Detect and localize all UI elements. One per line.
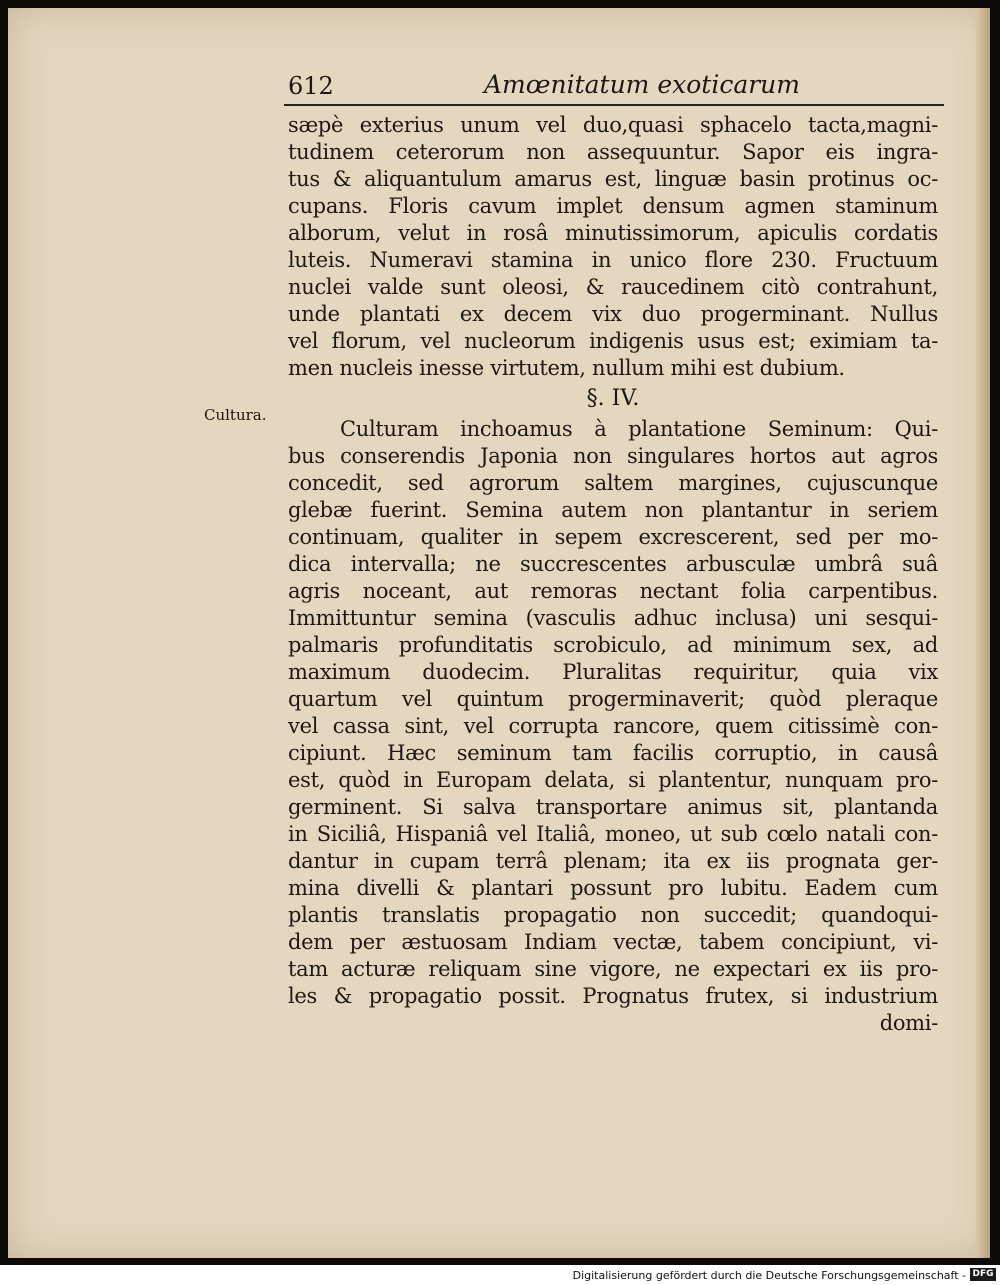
text-line: sæpè exterius unum vel duo,quasi sphacelo tacta,magni- [288, 113, 938, 137]
text-line: tudinem ceterorum non assequuntur. Sapor eis ingra- [288, 140, 938, 164]
paragraph-2 [288, 416, 938, 1010]
text-line: unde plantati ex decem vix duo progerminant. Nullus [288, 302, 938, 326]
text-line: vel cassa sint, vel corrupta rancore, quem citissimè con- [288, 714, 938, 738]
text-line: dem per æstuosam Indiam vectæ, tabem concipiunt, vi- [288, 930, 938, 954]
text-line: vel florum, vel nucleorum indigenis usus est; eximiam ta- [288, 329, 938, 353]
page-edge [976, 8, 990, 1258]
text-line: maximum duodecim. Pluralitas requiritur, quia vix [288, 660, 938, 684]
text-line: men nucleis inesse virtutem, nullum mihi est dubium. [288, 356, 845, 380]
text-line: in Siciliâ, Hispaniâ vel Italiâ, moneo, ut sub cœlo natali con- [288, 822, 938, 846]
text-line: bus conserendis Japonia non singulares hortos aut agros [288, 444, 938, 468]
text-line: est, quòd in Europam delata, si plantentur, nunquam pro- [288, 768, 938, 792]
text-line: dica intervalla; ne succrescentes arbusculæ umbrâ suâ [288, 552, 938, 576]
text-line: cipiunt. Hæc seminum tam facilis corruptio, in causâ [288, 741, 938, 765]
text-line: luteis. Numeravi stamina in unico flore 230. Fructuum [288, 248, 938, 272]
margin-note: Cultura. [204, 406, 267, 424]
footer-credit: Digitalisierung gefördert durch die Deutsche Forschungsgemeinschaft - [572, 1269, 966, 1282]
text-line: les & propagatio possit. Prognatus frutex, si industrium [288, 984, 938, 1008]
text-line: cupans. Floris cavum implet densum agmen staminum [288, 194, 938, 218]
section-heading: §. IV. [586, 386, 640, 411]
text-line: mina divelli & plantari possunt pro lubitu. Eadem cum [288, 876, 938, 900]
text-line: germinent. Si salva transportare animus sit, plantanda [288, 795, 938, 819]
page-number: 612 [288, 72, 334, 100]
running-title: Amœnitatum exoticarum [484, 70, 800, 99]
text-line: alborum, velut in rosâ minutissimorum, apiculis cordatis [288, 221, 938, 245]
page-header [284, 68, 944, 108]
text-line: glebæ fuerint. Semina autem non plantantur in seriem [288, 498, 938, 522]
text-line: plantis translatis propagatio non succedit; quandoqui- [288, 903, 938, 927]
text-line: nuclei valde sunt oleosi, & raucedinem citò contrahunt, [288, 275, 938, 299]
dfg-logo: DFG [970, 1268, 996, 1281]
text-line: palmaris profunditatis scrobiculo, ad minimum sex, ad [288, 633, 938, 657]
text-line: dantur in cupam terrâ plenam; ita ex iis prognata ger- [288, 849, 938, 873]
catchword: domi- [879, 1011, 938, 1035]
text-line: tus & aliquantulum amarus est, linguæ basin protinus oc- [288, 167, 938, 191]
text-line: agris noceant, aut remoras nectant folia carpentibus. [288, 579, 938, 603]
footer-strip [0, 1265, 1000, 1285]
text-line: Immittuntur semina (vasculis adhuc inclusa) uni sesqui- [288, 606, 938, 630]
text-line: quartum vel quintum progerminaverit; quòd pleraque [288, 687, 938, 711]
body-text [288, 112, 938, 1037]
text-line: continuam, qualiter in sepem excrescerent, sed per mo- [288, 525, 938, 549]
text-line: Culturam inchoamus à plantatione Seminum: Qui- [340, 417, 938, 441]
header-rule [284, 104, 944, 106]
text-line: concedit, sed agrorum saltem margines, cujuscunque [288, 471, 938, 495]
text-line: tam acturæ reliquam sine vigore, ne expectari ex iis pro- [288, 957, 938, 981]
paragraph-1 [288, 112, 938, 382]
